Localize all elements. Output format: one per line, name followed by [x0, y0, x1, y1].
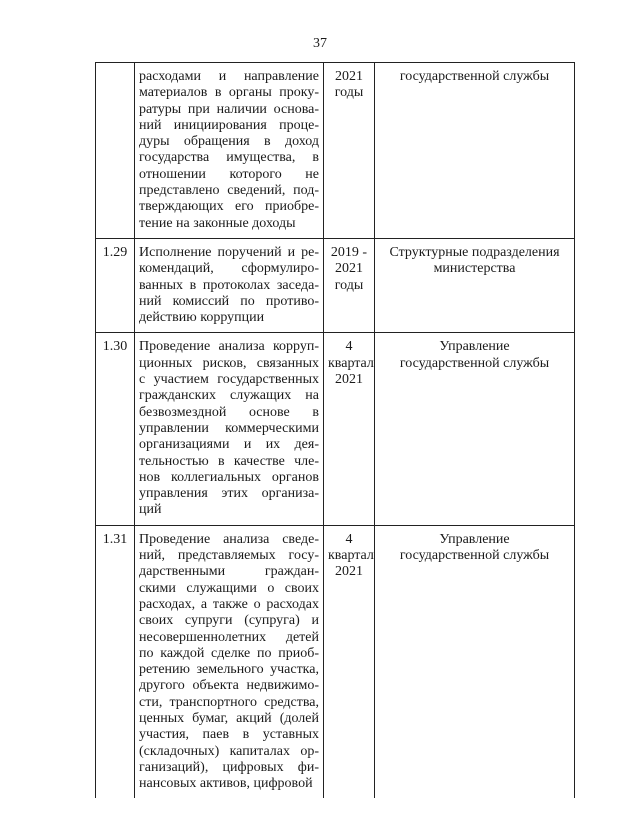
description-line: ретению земельного участка,	[139, 662, 319, 678]
description-line: ванных в протоколах заседа-	[139, 277, 319, 293]
deadline-cell	[324, 63, 375, 239]
table-row	[96, 238, 575, 332]
table-row	[96, 525, 575, 798]
description-line: представлено сведений, под-	[139, 183, 319, 199]
row-number-cell: 1.30	[96, 333, 135, 525]
description-line: ний инициирования проце-	[139, 117, 319, 133]
deadline-cell	[324, 333, 375, 525]
description-line: безвозмездной основе в	[139, 404, 319, 420]
description-line: расходами и направление	[139, 69, 319, 84]
deadline-line: 2019 -	[330, 244, 368, 260]
description-line: тение на законные доходы	[139, 215, 296, 231]
deadline-line: квартал	[328, 355, 374, 371]
deadline-line: годы	[334, 277, 364, 293]
description-line: ганизаций), цифровых фи-	[139, 759, 319, 775]
description-line: управления этих организа-	[139, 486, 319, 502]
table-row	[96, 63, 575, 239]
description-line: тельностью в качестве чле-	[139, 453, 319, 469]
description-line: организациями и их дея-	[139, 437, 319, 453]
description-line: своих супруги (супруга) и	[139, 613, 319, 629]
responsible-line: Управление	[439, 339, 510, 355]
row-number-cell	[96, 63, 135, 239]
table-body	[96, 63, 575, 799]
description-line: другого объекта недвижимо-	[139, 678, 319, 694]
description-line: с участием государственных	[139, 372, 319, 388]
description-line: государства имущества, в	[139, 150, 319, 166]
description-line: расходах, а также о расходах	[139, 596, 319, 612]
description-line: Исполнение поручений и ре-	[139, 244, 319, 260]
description-line: несовершеннолетних детей	[139, 629, 319, 645]
deadline-line: 2021	[335, 564, 363, 580]
measure-description-cell	[135, 525, 324, 798]
responsible-cell	[375, 333, 575, 525]
responsible-line: министерства	[433, 261, 516, 277]
description-line: (складочных) капиталах ор-	[139, 743, 319, 759]
description-line: Проведение анализа корруп-	[139, 339, 319, 355]
deadline-line: 4	[345, 531, 353, 547]
description-line: ний, представляемых госу-	[139, 548, 319, 564]
description-line: нансовых активов, цифровой	[139, 776, 313, 792]
row-number-cell: 1.31	[96, 525, 135, 798]
description-line: ратуры при наличии основа-	[139, 101, 319, 117]
deadline-line: 2021	[335, 69, 363, 84]
description-line: ционных рисков, связанных	[139, 355, 319, 371]
description-line: участия, паев в уставных	[139, 727, 319, 743]
description-line: ций	[139, 502, 162, 518]
table-row	[96, 333, 575, 525]
responsible-cell	[375, 238, 575, 332]
description-line: ценных бумаг, акций (долей	[139, 710, 319, 726]
description-line: ний комиссий по противо-	[139, 293, 319, 309]
deadline-line: 4	[345, 339, 353, 355]
description-line: сти, транспортного средства,	[139, 694, 319, 710]
measures-table	[95, 62, 575, 798]
deadline-line: 2021	[335, 372, 363, 388]
responsible-line: Управление	[439, 531, 510, 547]
deadline-line: 2021	[335, 261, 363, 277]
description-line: тверждающих его приобре-	[139, 199, 319, 215]
description-line: комендаций, сформулиро-	[139, 261, 319, 277]
measure-description-cell	[135, 238, 324, 332]
responsible-cell	[375, 525, 575, 798]
page-number: 37	[313, 36, 327, 51]
responsible-line: Структурные подразделения	[389, 244, 560, 260]
deadline-line: квартал	[328, 548, 374, 564]
measure-description-cell	[135, 63, 324, 239]
description-line: действию коррупции	[139, 310, 265, 326]
description-line: гражданских служащих на	[139, 388, 319, 404]
description-line: управлении коммерческими	[139, 420, 319, 436]
description-line: дарственными граждан-	[139, 564, 319, 580]
description-line: нов коллегиальных органов	[139, 469, 319, 485]
description-line: материалов в органы проку-	[139, 85, 319, 101]
deadline-cell	[324, 238, 375, 332]
deadline-cell	[324, 525, 375, 798]
description-line: Проведение анализа сведе-	[139, 531, 319, 547]
responsible-line: государственной службы	[399, 548, 550, 564]
responsible-line: государственной службы	[399, 69, 550, 84]
description-line: отношении которого не	[139, 166, 319, 182]
responsible-line: государственной службы	[399, 355, 550, 371]
deadline-line: годы	[334, 85, 364, 101]
row-number-cell: 1.29	[96, 238, 135, 332]
description-line: дуры обращения в доход	[139, 134, 319, 150]
measure-description-cell	[135, 333, 324, 525]
description-line: скими служащими о своих	[139, 580, 319, 596]
description-line: по каждой сделке по приоб-	[139, 645, 319, 661]
responsible-cell	[375, 63, 575, 239]
